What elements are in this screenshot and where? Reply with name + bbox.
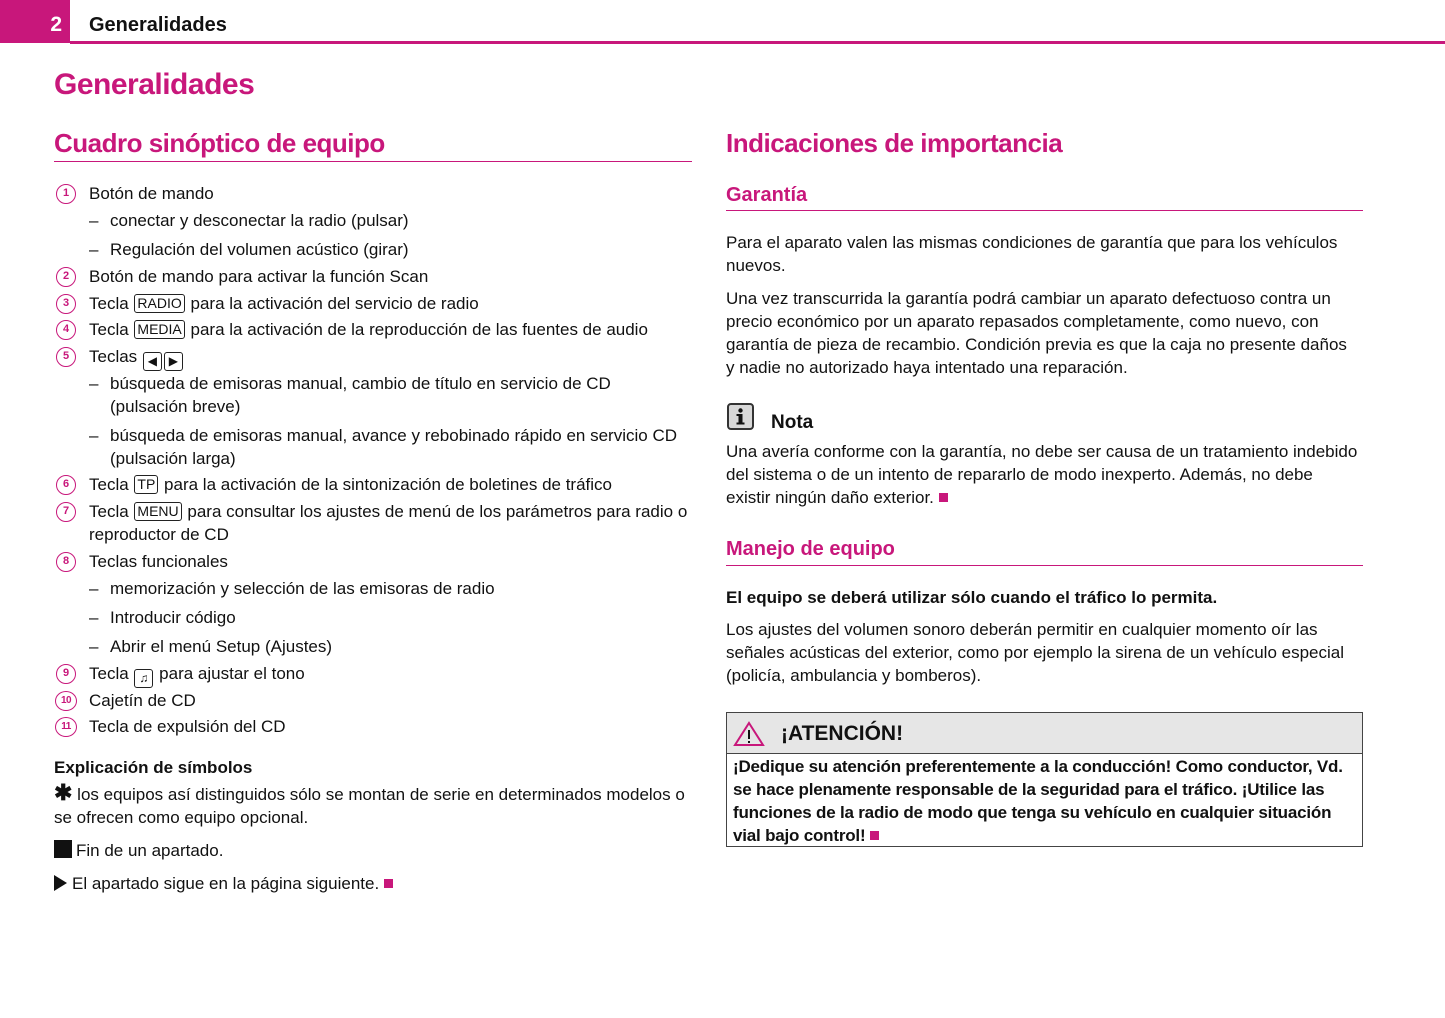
item-text (89, 292, 689, 315)
nota-body: Una avería conforme con la garantía, no debe ser causa de un tratamiento indebido del sistema o de un intento de repararlo de modo inexperto. Además, no debe existir ningún daño exterior. (726, 442, 1358, 507)
dash: – (89, 240, 99, 259)
item-text (89, 318, 689, 341)
item-suffix: para consultar los ajustes de menú de los parámetros para radio o reproductor de CD (89, 502, 688, 544)
item-text (89, 473, 689, 496)
asterisk-icon: ✱ (54, 780, 73, 805)
running-title: Generalidades (89, 14, 227, 36)
dash: – (89, 374, 99, 393)
dash: – (89, 637, 99, 656)
left-arrow-icon: ◀ (143, 352, 162, 371)
sub-item: memorización y selección de las emisoras de radio (110, 579, 495, 598)
end-mark-icon (384, 879, 393, 888)
symbol-end-line (54, 839, 223, 862)
item-prefix: Tecla (89, 664, 129, 683)
nota-label: Nota (771, 412, 814, 433)
item-suffix: para la activación de la reproducción de las fuentes de audio (190, 320, 648, 339)
sub-item: Regulación del volumen acústico (girar) (110, 240, 409, 259)
subsection-rule (726, 565, 1363, 566)
subsection-heading-garantia: Garantía (726, 184, 808, 206)
end-mark-icon (939, 493, 948, 502)
warning-triangle-icon (733, 721, 765, 747)
item-prefix: Tecla (89, 502, 129, 521)
dash: – (89, 426, 99, 445)
item-number: 5 (56, 347, 76, 367)
item-suffix: para la activación de la sintonización de boletines de tráfico (164, 475, 612, 494)
item-number: 7 (56, 502, 76, 522)
warning-title: ¡ATENCIÓN! (781, 722, 904, 745)
symbol-next-text: El apartado sigue en la página siguiente. (72, 874, 380, 893)
item-number: 9 (56, 664, 76, 684)
sub-item: búsqueda de emisoras manual, cambio de título en servicio de CD (pulsación breve) (110, 374, 611, 416)
media-key: MEDIA (134, 320, 184, 339)
radio-key: RADIO (134, 294, 184, 313)
sub-item: conectar y desconectar la radio (pulsar) (110, 211, 409, 230)
warning-header (727, 713, 1362, 754)
end-square-icon (54, 840, 72, 858)
item-number: 1 (56, 184, 76, 204)
section-rule (54, 161, 692, 162)
item-number: 11 (55, 717, 77, 737)
end-mark-icon (870, 831, 879, 840)
item-text (89, 500, 689, 546)
section-heading-overview: Cuadro sinóptico de equipo (54, 128, 385, 158)
garantia-paragraph-1: Para el aparato valen las mismas condiciones de garantía que para los vehículos nuevos. (726, 233, 1338, 275)
item-prefix: Teclas (89, 347, 138, 366)
item-prefix: Tecla (89, 475, 129, 494)
info-icon (727, 403, 754, 430)
symbols-heading: Explicación de símbolos (54, 758, 253, 777)
symbol-star-line (54, 780, 690, 829)
right-arrow-icon: ▶ (164, 352, 183, 371)
warning-box (726, 712, 1363, 847)
item-text: Cajetín de CD (89, 691, 196, 710)
item-text: Botón de mando para activar la función Scan (89, 267, 429, 286)
manejo-paragraph: Los ajustes del volumen sonoro deberán permitir en cualquier momento oír las señales acústicas del exterior, como por ejemplo la sirena de un vehículo especial (policía, ambulancia y bomberos). (726, 620, 1345, 685)
tp-key: TP (134, 475, 158, 494)
sub-item: búsqueda de emisoras manual, avance y rebobinado rápido en servicio CD (pulsación larga) (110, 426, 678, 468)
warning-body: ¡Dedique su atención preferentemente a la conducción! Como conductor, Vd. se hace plenamente responsable de la seguridad para el tráfico. ¡Utilice las funciones de la radio de modo que tenga su vehículo en cualquier situación vial bajo control! (733, 757, 1343, 845)
nota-text (726, 440, 1360, 509)
item-number: 3 (56, 294, 76, 314)
item-suffix: para ajustar el tono (159, 664, 305, 683)
item-text (89, 345, 689, 371)
sub-item: Introducir código (110, 608, 236, 627)
manejo-bold: El equipo se deberá utilizar sólo cuando el tráfico lo permita. (726, 588, 1218, 607)
dash: – (89, 608, 99, 627)
symbol-end-text: Fin de un apartado. (76, 841, 224, 860)
page-number: 2 (0, 0, 70, 43)
item-number: 6 (56, 475, 76, 495)
menu-key: MENU (134, 502, 181, 521)
item-suffix: para la activación del servicio de radio (190, 294, 479, 313)
item-text: Teclas funcionales (89, 552, 228, 571)
item-text (89, 662, 689, 688)
subsection-heading-manejo: Manejo de equipo (726, 538, 895, 560)
item-text: Tecla de expulsión del CD (89, 717, 286, 736)
item-text: Botón de mando (89, 184, 214, 203)
warning-text (733, 755, 1357, 847)
sub-item: Abrir el menú Setup (Ajustes) (110, 637, 333, 656)
item-number: 2 (56, 267, 76, 287)
item-number: 4 (56, 320, 76, 340)
item-prefix: Tecla (89, 320, 129, 339)
dash: – (89, 211, 99, 230)
item-number: 10 (55, 691, 77, 711)
item-prefix: Tecla (89, 294, 129, 313)
dash: – (89, 579, 99, 598)
symbol-star-text: los equipos así distinguidos sólo se montan de serie en determinados modelos o se ofrecen como equipo opcional. (54, 785, 685, 827)
item-number: 8 (56, 552, 76, 572)
subsection-rule (726, 210, 1363, 211)
section-heading-important: Indicaciones de importancia (726, 128, 1063, 158)
garantia-paragraph-2: Una vez transcurrida la garantía podrá cambiar un aparato defectuoso contra un precio económico por un aparato repasados completamente, como nuevo, con garantía de pieza de recambio. Condición previa es que la caja no presente daños y nadie no autorizado haya intentado una reparación. (726, 289, 1347, 377)
symbol-next-line (54, 872, 393, 895)
header-rule (70, 41, 1445, 44)
page-title: Generalidades (54, 68, 255, 101)
continue-triangle-icon (54, 875, 67, 891)
music-note-icon: ♫ (134, 669, 153, 688)
